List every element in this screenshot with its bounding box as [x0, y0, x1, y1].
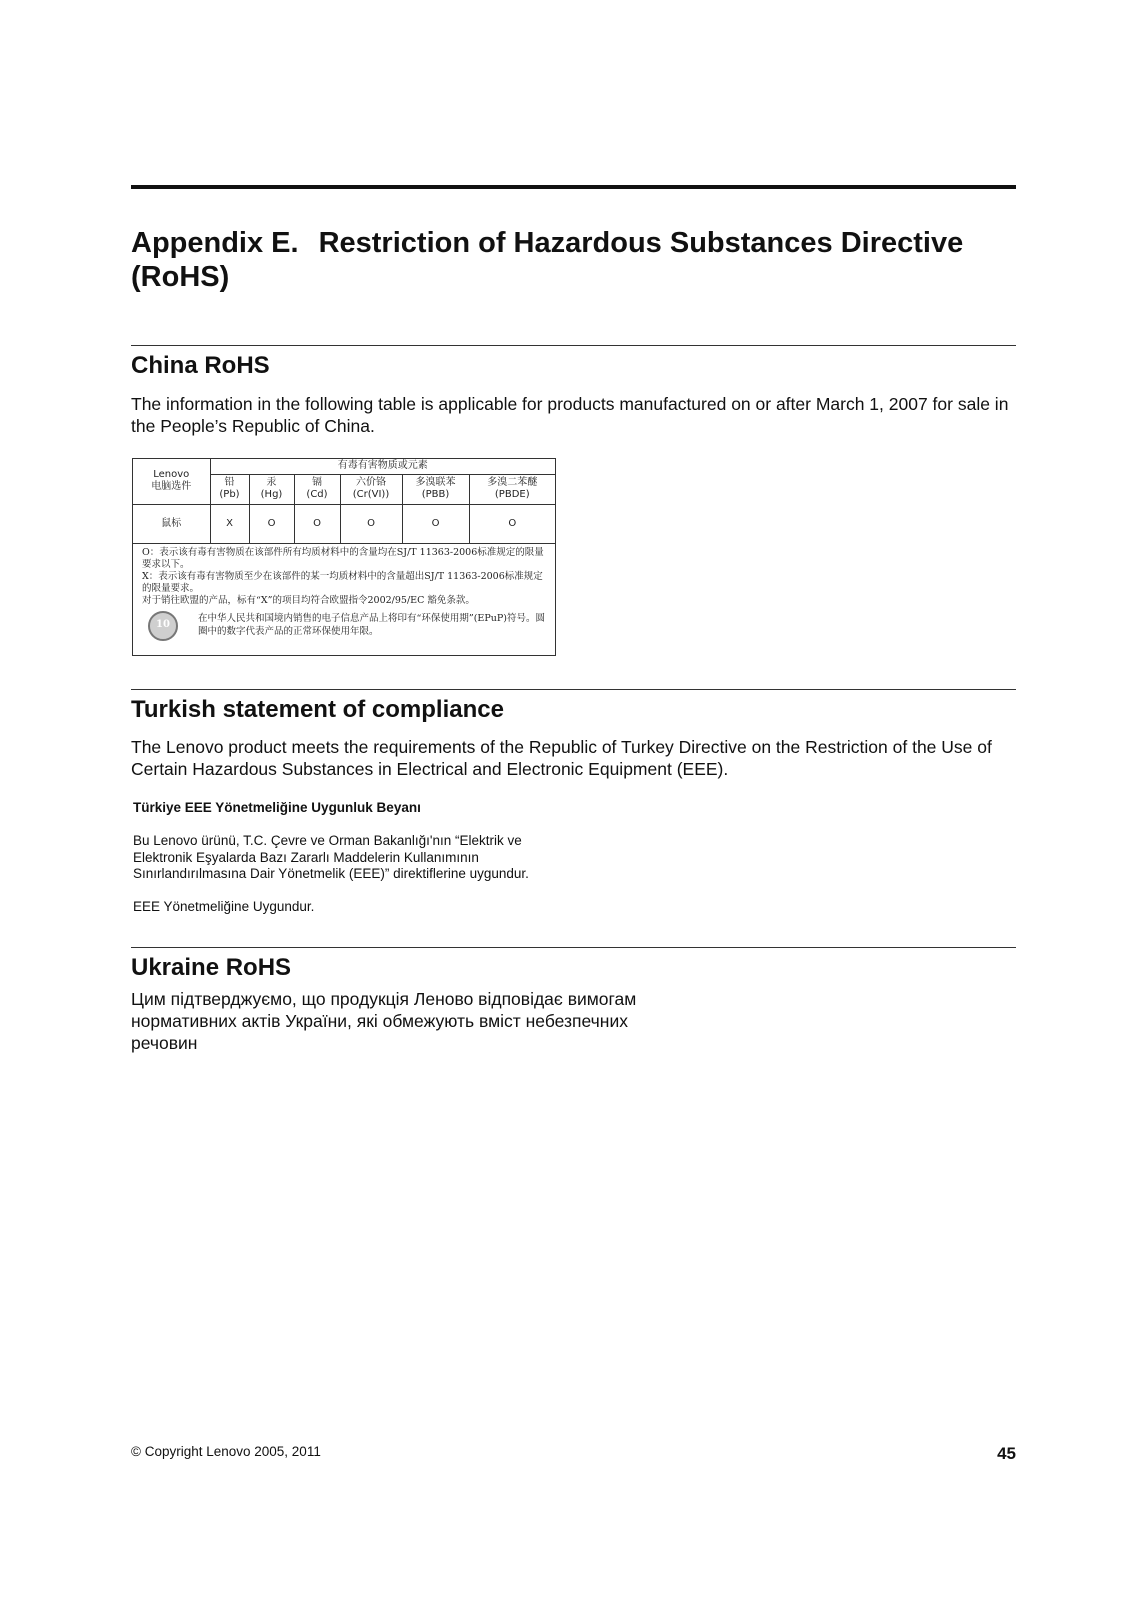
turkish-intro: The Lenovo product meets the requirements of the Republic of Turkey Directive on the Restriction of the Use of Certain Hazardous Substances in Electrical and Electronic Equipment (EEE).: [131, 737, 992, 779]
turkish-box-title: Türkiye EEE Yönetmeliğine Uygunluk Beyanı: [133, 800, 421, 815]
ukraine-line-1: Цим підтверджуємо, що продукція Леново відповідає вимогам: [131, 989, 637, 1009]
table-cell: O: [294, 504, 340, 543]
column-zh: 六价铬: [356, 477, 386, 488]
ukraine-heading: Ukraine RoHS: [131, 954, 292, 981]
chapter-number: Appendix E.: [131, 227, 299, 259]
section-rule-ukraine: [131, 947, 1016, 948]
column-header-cr6: [340, 474, 402, 504]
note-x: X：表示该有毒有害物质至少在该部件的某一均质材料中的含量超出SJ/T 11363-2006标准规定的限量要求。: [142, 570, 543, 595]
note-eu: 对于销往欧盟的产品，标有“X”的项目均符合欧盟指令2002/95/EC 豁免条款。: [142, 595, 475, 607]
table-cell: O: [402, 504, 469, 543]
column-header-pbde: [469, 474, 555, 504]
column-header-pb: [210, 474, 249, 504]
table-row: [133, 504, 555, 543]
column-symbol: (Hg): [260, 489, 283, 500]
column-symbol: (PBDE): [494, 489, 530, 500]
table-cell: O: [469, 504, 555, 543]
column-symbol: (Cr(VI)): [352, 489, 390, 500]
epup-text: 在中华人民共和国境内销售的电子信息产品上将印有“环保使用期”(EPuP)符号。圆圈中的数字代表产品的正常环保使用年限。: [198, 613, 545, 637]
column-zh: 铅: [224, 477, 235, 488]
table-corner-cell: [133, 459, 210, 504]
section-rule-turkey: [131, 689, 1016, 690]
group-header: 有毒有害物质或元素: [210, 459, 555, 474]
column-zh: 多溴二苯醚: [487, 477, 538, 488]
chapter-title-text: Restriction of Hazardous Substances Directive (RoHS): [131, 227, 964, 293]
row-label: 鼠标: [133, 504, 210, 543]
column-header-cd: [294, 474, 340, 504]
copyright-notice: © Copyright Lenovo 2005, 2011: [131, 1444, 321, 1459]
table-cell: X: [210, 504, 249, 543]
column-header-hg: [249, 474, 294, 504]
china-rohs-heading: China RoHS: [131, 352, 270, 379]
turkish-box-line-2: Elektronik Eşyalarda Bazı Zararlı Maddelerin Kullanımının: [133, 849, 479, 865]
turkish-heading: Turkish statement of compliance: [131, 696, 504, 723]
column-symbol: (Cd): [306, 489, 328, 500]
column-zh: 汞: [266, 477, 277, 488]
epup-statement: [142, 611, 548, 641]
column-symbol: (PBB): [421, 489, 450, 500]
page-number: 45: [997, 1444, 1016, 1463]
corner-brand: Lenovo: [153, 469, 190, 481]
table-cell: O: [249, 504, 294, 543]
ukraine-line-2: нормативних актів України, які обмежують вміст небезпечних: [131, 1011, 628, 1031]
epup-10-icon: 10: [148, 611, 178, 641]
turkish-box-line-3: Sınırlandırılmasına Dair Yönetmelik (EEE)” direktiflerine uygundur.: [133, 866, 529, 881]
china-rohs-table-figure: [132, 458, 556, 656]
chapter-title: [131, 226, 1016, 294]
china-rohs-table: [133, 459, 555, 544]
corner-category: 电脑选件: [151, 481, 192, 493]
note-o: O：表示该有毒有害物质在该部件所有均质材料中的含量均在SJ/T 11363-2006标准规定的限量要求以下。: [142, 546, 544, 570]
column-zh: 多溴联苯: [415, 477, 456, 488]
china-rohs-intro: The information in the following table is applicable for products manufactured on or after March 1, 2007 for sale in the People’s Republic of China.: [131, 394, 1009, 436]
ukraine-line-3: речовин: [131, 1033, 198, 1053]
column-symbol: (Pb): [219, 489, 240, 500]
column-zh: 镉: [312, 477, 322, 488]
turkish-box-line-1: Bu Lenovo ürünü, T.C. Çevre ve Orman Bakanlığı'nın “Elektrik ve: [133, 833, 522, 848]
column-header-pbb: [402, 474, 469, 504]
table-cell: O: [340, 504, 402, 543]
table-notes: [133, 544, 555, 641]
section-rule-china: [131, 345, 1016, 346]
turkish-box-closing: EEE Yönetmeliğine Uygundur.: [133, 899, 315, 914]
top-rule: [131, 185, 1016, 189]
